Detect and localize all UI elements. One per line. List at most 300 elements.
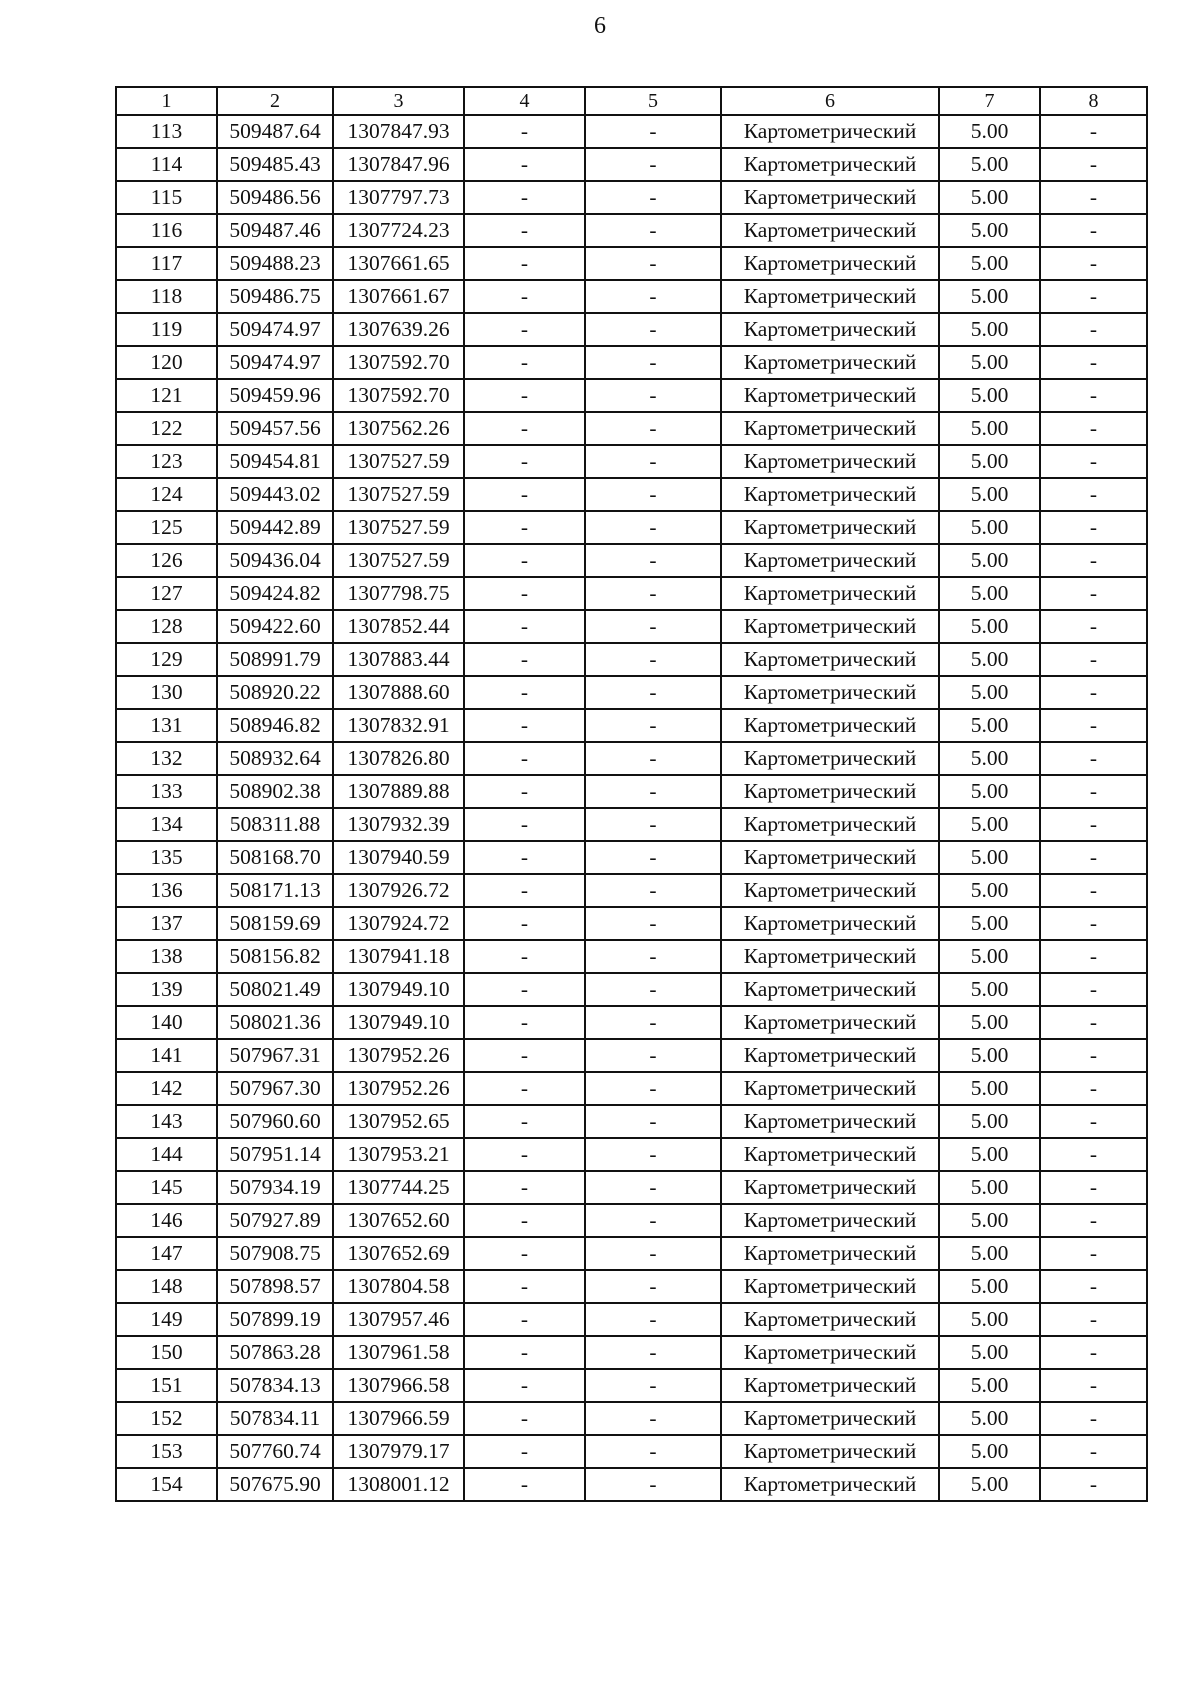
point-number-cell: 119 <box>116 313 217 346</box>
point-number-cell: 143 <box>116 1105 217 1138</box>
column-4-cell: - <box>464 1402 585 1435</box>
column-4-cell: - <box>464 214 585 247</box>
method-cell: Картометрический <box>721 1402 939 1435</box>
y-coordinate-cell: 1308001.12 <box>333 1468 464 1501</box>
accuracy-cell: 5.00 <box>939 1468 1040 1501</box>
y-coordinate-cell: 1307852.44 <box>333 610 464 643</box>
column-header: 6 <box>721 87 939 115</box>
column-4-cell: - <box>464 1468 585 1501</box>
point-number-cell: 153 <box>116 1435 217 1468</box>
method-cell: Картометрический <box>721 379 939 412</box>
y-coordinate-cell: 1307832.91 <box>333 709 464 742</box>
x-coordinate-cell: 507863.28 <box>217 1336 333 1369</box>
column-8-cell: - <box>1040 1138 1147 1171</box>
table-row <box>116 379 1147 412</box>
column-4-cell: - <box>464 610 585 643</box>
column-8-cell: - <box>1040 577 1147 610</box>
column-8-cell: - <box>1040 610 1147 643</box>
column-4-cell: - <box>464 1072 585 1105</box>
column-8-cell: - <box>1040 280 1147 313</box>
accuracy-cell: 5.00 <box>939 841 1040 874</box>
column-8-cell: - <box>1040 1237 1147 1270</box>
column-5-cell: - <box>585 1402 721 1435</box>
accuracy-cell: 5.00 <box>939 577 1040 610</box>
accuracy-cell: 5.00 <box>939 1435 1040 1468</box>
column-8-cell: - <box>1040 775 1147 808</box>
column-4-cell: - <box>464 1039 585 1072</box>
table-row <box>116 1369 1147 1402</box>
y-coordinate-cell: 1307639.26 <box>333 313 464 346</box>
y-coordinate-cell: 1307966.59 <box>333 1402 464 1435</box>
column-5-cell: - <box>585 115 721 148</box>
method-cell: Картометрический <box>721 1204 939 1237</box>
column-5-cell: - <box>585 940 721 973</box>
column-8-cell: - <box>1040 1171 1147 1204</box>
column-5-cell: - <box>585 181 721 214</box>
method-cell: Картометрический <box>721 841 939 874</box>
column-4-cell: - <box>464 709 585 742</box>
table-row <box>116 1006 1147 1039</box>
point-number-cell: 129 <box>116 643 217 676</box>
column-8-cell: - <box>1040 445 1147 478</box>
point-number-cell: 113 <box>116 115 217 148</box>
point-number-cell: 114 <box>116 148 217 181</box>
column-4-cell: - <box>464 1171 585 1204</box>
column-4-cell: - <box>464 973 585 1006</box>
x-coordinate-cell: 509485.43 <box>217 148 333 181</box>
accuracy-cell: 5.00 <box>939 775 1040 808</box>
accuracy-cell: 5.00 <box>939 445 1040 478</box>
column-5-cell: - <box>585 478 721 511</box>
column-4-cell: - <box>464 1369 585 1402</box>
column-4-cell: - <box>464 643 585 676</box>
x-coordinate-cell: 508021.36 <box>217 1006 333 1039</box>
method-cell: Картометрический <box>721 412 939 445</box>
column-8-cell: - <box>1040 1006 1147 1039</box>
x-coordinate-cell: 509474.97 <box>217 346 333 379</box>
column-header: 3 <box>333 87 464 115</box>
accuracy-cell: 5.00 <box>939 874 1040 907</box>
column-4-cell: - <box>464 676 585 709</box>
x-coordinate-cell: 509457.56 <box>217 412 333 445</box>
column-5-cell: - <box>585 1204 721 1237</box>
method-cell: Картометрический <box>721 1138 939 1171</box>
x-coordinate-cell: 507951.14 <box>217 1138 333 1171</box>
x-coordinate-cell: 507960.60 <box>217 1105 333 1138</box>
method-cell: Картометрический <box>721 643 939 676</box>
column-8-cell: - <box>1040 1039 1147 1072</box>
y-coordinate-cell: 1307826.80 <box>333 742 464 775</box>
column-4-cell: - <box>464 148 585 181</box>
point-number-cell: 117 <box>116 247 217 280</box>
coordinates-table-container <box>115 86 1148 1502</box>
y-coordinate-cell: 1307804.58 <box>333 1270 464 1303</box>
y-coordinate-cell: 1307883.44 <box>333 643 464 676</box>
column-4-cell: - <box>464 1237 585 1270</box>
accuracy-cell: 5.00 <box>939 115 1040 148</box>
column-8-cell: - <box>1040 214 1147 247</box>
x-coordinate-cell: 508991.79 <box>217 643 333 676</box>
column-8-cell: - <box>1040 1336 1147 1369</box>
accuracy-cell: 5.00 <box>939 1204 1040 1237</box>
coordinates-table <box>115 86 1148 1502</box>
column-4-cell: - <box>464 1138 585 1171</box>
y-coordinate-cell: 1307952.26 <box>333 1039 464 1072</box>
method-cell: Картометрический <box>721 1369 939 1402</box>
y-coordinate-cell: 1307888.60 <box>333 676 464 709</box>
accuracy-cell: 5.00 <box>939 412 1040 445</box>
column-4-cell: - <box>464 907 585 940</box>
y-coordinate-cell: 1307797.73 <box>333 181 464 214</box>
point-number-cell: 136 <box>116 874 217 907</box>
column-5-cell: - <box>585 841 721 874</box>
point-number-cell: 142 <box>116 1072 217 1105</box>
column-5-cell: - <box>585 874 721 907</box>
accuracy-cell: 5.00 <box>939 742 1040 775</box>
method-cell: Картометрический <box>721 676 939 709</box>
table-row <box>116 907 1147 940</box>
point-number-cell: 125 <box>116 511 217 544</box>
accuracy-cell: 5.00 <box>939 478 1040 511</box>
column-5-cell: - <box>585 676 721 709</box>
column-8-cell: - <box>1040 841 1147 874</box>
table-row <box>116 643 1147 676</box>
column-5-cell: - <box>585 1105 721 1138</box>
point-number-cell: 150 <box>116 1336 217 1369</box>
method-cell: Картометрический <box>721 940 939 973</box>
column-4-cell: - <box>464 346 585 379</box>
y-coordinate-cell: 1307889.88 <box>333 775 464 808</box>
column-8-cell: - <box>1040 874 1147 907</box>
x-coordinate-cell: 507834.13 <box>217 1369 333 1402</box>
accuracy-cell: 5.00 <box>939 940 1040 973</box>
point-number-cell: 115 <box>116 181 217 214</box>
accuracy-cell: 5.00 <box>939 1270 1040 1303</box>
point-number-cell: 141 <box>116 1039 217 1072</box>
method-cell: Картометрический <box>721 214 939 247</box>
table-row <box>116 148 1147 181</box>
accuracy-cell: 5.00 <box>939 247 1040 280</box>
column-8-cell: - <box>1040 1435 1147 1468</box>
table-row <box>116 214 1147 247</box>
method-cell: Картометрический <box>721 1435 939 1468</box>
column-5-cell: - <box>585 973 721 1006</box>
point-number-cell: 127 <box>116 577 217 610</box>
table-row <box>116 874 1147 907</box>
table-row <box>116 280 1147 313</box>
y-coordinate-cell: 1307979.17 <box>333 1435 464 1468</box>
method-cell: Картометрический <box>721 907 939 940</box>
table-row <box>116 412 1147 445</box>
method-cell: Картометрический <box>721 742 939 775</box>
y-coordinate-cell: 1307527.59 <box>333 544 464 577</box>
accuracy-cell: 5.00 <box>939 148 1040 181</box>
column-5-cell: - <box>585 643 721 676</box>
column-4-cell: - <box>464 313 585 346</box>
table-row <box>116 775 1147 808</box>
x-coordinate-cell: 507899.19 <box>217 1303 333 1336</box>
column-8-cell: - <box>1040 1204 1147 1237</box>
column-8-cell: - <box>1040 148 1147 181</box>
y-coordinate-cell: 1307847.96 <box>333 148 464 181</box>
column-5-cell: - <box>585 1303 721 1336</box>
accuracy-cell: 5.00 <box>939 214 1040 247</box>
method-cell: Картометрический <box>721 1270 939 1303</box>
accuracy-cell: 5.00 <box>939 1105 1040 1138</box>
accuracy-cell: 5.00 <box>939 676 1040 709</box>
table-row <box>116 1336 1147 1369</box>
column-5-cell: - <box>585 907 721 940</box>
x-coordinate-cell: 509454.81 <box>217 445 333 478</box>
table-row <box>116 610 1147 643</box>
column-5-cell: - <box>585 1468 721 1501</box>
column-5-cell: - <box>585 808 721 841</box>
column-8-cell: - <box>1040 115 1147 148</box>
table-row <box>116 346 1147 379</box>
table-row <box>116 1468 1147 1501</box>
x-coordinate-cell: 508156.82 <box>217 940 333 973</box>
accuracy-cell: 5.00 <box>939 346 1040 379</box>
column-5-cell: - <box>585 1039 721 1072</box>
table-row <box>116 544 1147 577</box>
x-coordinate-cell: 507834.11 <box>217 1402 333 1435</box>
point-number-cell: 126 <box>116 544 217 577</box>
table-header-row <box>116 87 1147 115</box>
method-cell: Картометрический <box>721 544 939 577</box>
column-8-cell: - <box>1040 940 1147 973</box>
column-header: 4 <box>464 87 585 115</box>
column-4-cell: - <box>464 544 585 577</box>
column-4-cell: - <box>464 808 585 841</box>
accuracy-cell: 5.00 <box>939 544 1040 577</box>
column-8-cell: - <box>1040 1270 1147 1303</box>
column-4-cell: - <box>464 1006 585 1039</box>
accuracy-cell: 5.00 <box>939 280 1040 313</box>
y-coordinate-cell: 1307961.58 <box>333 1336 464 1369</box>
accuracy-cell: 5.00 <box>939 973 1040 1006</box>
table-row <box>116 742 1147 775</box>
table-row <box>116 1105 1147 1138</box>
point-number-cell: 124 <box>116 478 217 511</box>
accuracy-cell: 5.00 <box>939 1402 1040 1435</box>
accuracy-cell: 5.00 <box>939 313 1040 346</box>
table-row <box>116 115 1147 148</box>
column-8-cell: - <box>1040 1402 1147 1435</box>
accuracy-cell: 5.00 <box>939 1237 1040 1270</box>
table-row <box>116 1138 1147 1171</box>
accuracy-cell: 5.00 <box>939 1039 1040 1072</box>
column-5-cell: - <box>585 412 721 445</box>
column-5-cell: - <box>585 379 721 412</box>
x-coordinate-cell: 509474.97 <box>217 313 333 346</box>
point-number-cell: 128 <box>116 610 217 643</box>
point-number-cell: 123 <box>116 445 217 478</box>
point-number-cell: 116 <box>116 214 217 247</box>
column-5-cell: - <box>585 1006 721 1039</box>
column-5-cell: - <box>585 313 721 346</box>
table-row <box>116 1039 1147 1072</box>
method-cell: Картометрический <box>721 346 939 379</box>
column-8-cell: - <box>1040 1369 1147 1402</box>
column-5-cell: - <box>585 1435 721 1468</box>
column-5-cell: - <box>585 775 721 808</box>
point-number-cell: 122 <box>116 412 217 445</box>
x-coordinate-cell: 509424.82 <box>217 577 333 610</box>
column-8-cell: - <box>1040 346 1147 379</box>
point-number-cell: 132 <box>116 742 217 775</box>
accuracy-cell: 5.00 <box>939 1072 1040 1105</box>
table-row <box>116 808 1147 841</box>
accuracy-cell: 5.00 <box>939 643 1040 676</box>
point-number-cell: 121 <box>116 379 217 412</box>
point-number-cell: 140 <box>116 1006 217 1039</box>
method-cell: Картометрический <box>721 973 939 1006</box>
method-cell: Картометрический <box>721 115 939 148</box>
column-4-cell: - <box>464 511 585 544</box>
point-number-cell: 134 <box>116 808 217 841</box>
column-8-cell: - <box>1040 1468 1147 1501</box>
accuracy-cell: 5.00 <box>939 1369 1040 1402</box>
method-cell: Картометрический <box>721 1237 939 1270</box>
column-4-cell: - <box>464 775 585 808</box>
column-4-cell: - <box>464 379 585 412</box>
point-number-cell: 118 <box>116 280 217 313</box>
column-5-cell: - <box>585 610 721 643</box>
table-row <box>116 1237 1147 1270</box>
point-number-cell: 151 <box>116 1369 217 1402</box>
column-5-cell: - <box>585 1072 721 1105</box>
table-row <box>116 577 1147 610</box>
table-row <box>116 445 1147 478</box>
column-5-cell: - <box>585 577 721 610</box>
y-coordinate-cell: 1307661.67 <box>333 280 464 313</box>
y-coordinate-cell: 1307952.26 <box>333 1072 464 1105</box>
point-number-cell: 144 <box>116 1138 217 1171</box>
method-cell: Картометрический <box>721 1303 939 1336</box>
column-header: 1 <box>116 87 217 115</box>
point-number-cell: 145 <box>116 1171 217 1204</box>
method-cell: Картометрический <box>721 1336 939 1369</box>
point-number-cell: 147 <box>116 1237 217 1270</box>
column-4-cell: - <box>464 181 585 214</box>
point-number-cell: 138 <box>116 940 217 973</box>
x-coordinate-cell: 507967.31 <box>217 1039 333 1072</box>
column-8-cell: - <box>1040 379 1147 412</box>
x-coordinate-cell: 508311.88 <box>217 808 333 841</box>
y-coordinate-cell: 1307562.26 <box>333 412 464 445</box>
method-cell: Картометрический <box>721 478 939 511</box>
y-coordinate-cell: 1307926.72 <box>333 874 464 907</box>
x-coordinate-cell: 508932.64 <box>217 742 333 775</box>
accuracy-cell: 5.00 <box>939 1303 1040 1336</box>
column-5-cell: - <box>585 544 721 577</box>
x-coordinate-cell: 509443.02 <box>217 478 333 511</box>
y-coordinate-cell: 1307527.59 <box>333 445 464 478</box>
column-8-cell: - <box>1040 1105 1147 1138</box>
y-coordinate-cell: 1307592.70 <box>333 379 464 412</box>
y-coordinate-cell: 1307924.72 <box>333 907 464 940</box>
column-4-cell: - <box>464 280 585 313</box>
column-8-cell: - <box>1040 808 1147 841</box>
accuracy-cell: 5.00 <box>939 1336 1040 1369</box>
column-5-cell: - <box>585 247 721 280</box>
table-row <box>116 1171 1147 1204</box>
table-row <box>116 511 1147 544</box>
column-8-cell: - <box>1040 643 1147 676</box>
column-5-cell: - <box>585 148 721 181</box>
method-cell: Картометрический <box>721 1006 939 1039</box>
table-row <box>116 1204 1147 1237</box>
column-4-cell: - <box>464 445 585 478</box>
method-cell: Картометрический <box>721 1039 939 1072</box>
method-cell: Картометрический <box>721 610 939 643</box>
column-header: 5 <box>585 87 721 115</box>
page-number: 6 <box>594 13 606 39</box>
method-cell: Картометрический <box>721 511 939 544</box>
point-number-cell: 130 <box>116 676 217 709</box>
x-coordinate-cell: 509442.89 <box>217 511 333 544</box>
column-4-cell: - <box>464 577 585 610</box>
column-8-cell: - <box>1040 709 1147 742</box>
column-4-cell: - <box>464 841 585 874</box>
column-5-cell: - <box>585 1237 721 1270</box>
x-coordinate-cell: 509487.64 <box>217 115 333 148</box>
y-coordinate-cell: 1307592.70 <box>333 346 464 379</box>
method-cell: Картометрический <box>721 247 939 280</box>
accuracy-cell: 5.00 <box>939 907 1040 940</box>
point-number-cell: 133 <box>116 775 217 808</box>
x-coordinate-cell: 508171.13 <box>217 874 333 907</box>
x-coordinate-cell: 508920.22 <box>217 676 333 709</box>
y-coordinate-cell: 1307724.23 <box>333 214 464 247</box>
x-coordinate-cell: 509488.23 <box>217 247 333 280</box>
column-5-cell: - <box>585 280 721 313</box>
accuracy-cell: 5.00 <box>939 511 1040 544</box>
x-coordinate-cell: 508168.70 <box>217 841 333 874</box>
column-5-cell: - <box>585 1138 721 1171</box>
column-8-cell: - <box>1040 1303 1147 1336</box>
table-row <box>116 676 1147 709</box>
table-row <box>116 1435 1147 1468</box>
point-number-cell: 148 <box>116 1270 217 1303</box>
point-number-cell: 120 <box>116 346 217 379</box>
column-5-cell: - <box>585 214 721 247</box>
column-4-cell: - <box>464 1105 585 1138</box>
x-coordinate-cell: 507675.90 <box>217 1468 333 1501</box>
accuracy-cell: 5.00 <box>939 1171 1040 1204</box>
y-coordinate-cell: 1307952.65 <box>333 1105 464 1138</box>
column-4-cell: - <box>464 1303 585 1336</box>
method-cell: Картометрический <box>721 1105 939 1138</box>
x-coordinate-cell: 508946.82 <box>217 709 333 742</box>
point-number-cell: 152 <box>116 1402 217 1435</box>
x-coordinate-cell: 507934.19 <box>217 1171 333 1204</box>
column-5-cell: - <box>585 511 721 544</box>
y-coordinate-cell: 1307744.25 <box>333 1171 464 1204</box>
column-5-cell: - <box>585 1270 721 1303</box>
table-body <box>116 87 1147 1501</box>
x-coordinate-cell: 509486.56 <box>217 181 333 214</box>
y-coordinate-cell: 1307949.10 <box>333 1006 464 1039</box>
table-row <box>116 313 1147 346</box>
method-cell: Картометрический <box>721 775 939 808</box>
method-cell: Картометрический <box>721 1072 939 1105</box>
y-coordinate-cell: 1307953.21 <box>333 1138 464 1171</box>
column-4-cell: - <box>464 412 585 445</box>
column-4-cell: - <box>464 874 585 907</box>
column-8-cell: - <box>1040 478 1147 511</box>
table-row <box>116 1072 1147 1105</box>
